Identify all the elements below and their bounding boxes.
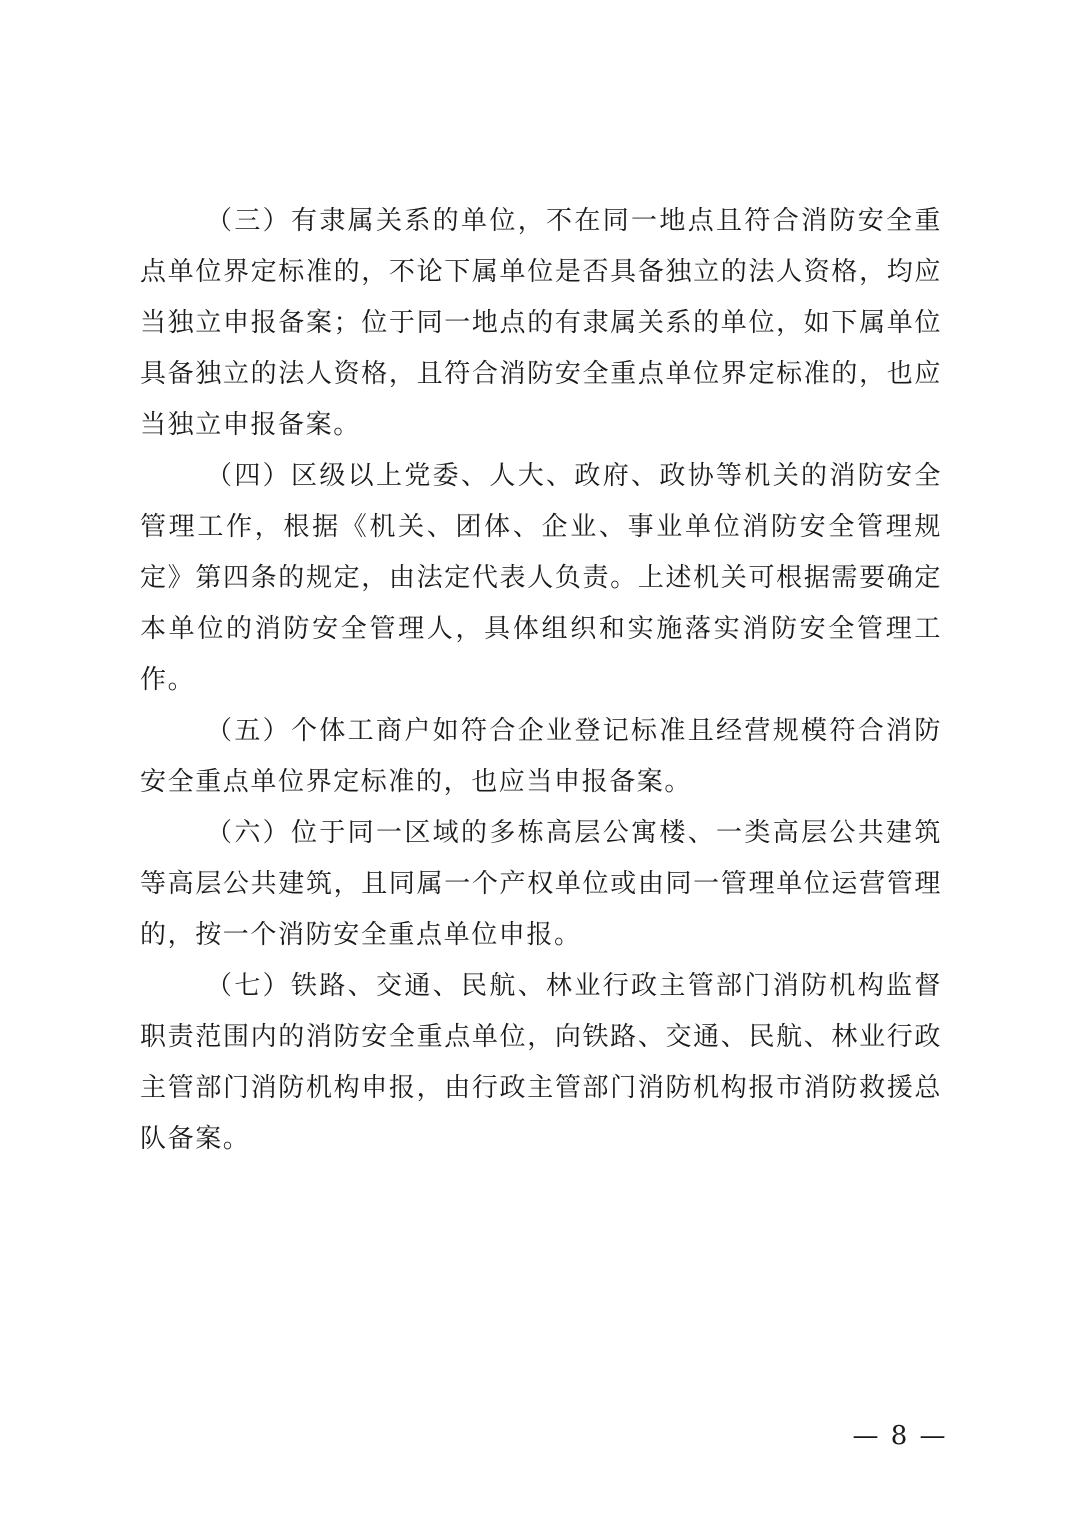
paragraph-item-4: （四）区级以上党委、人大、政府、政协等机关的消防安全管理工作，根据《机关、团体、企业、事业单位消防安全管理规定》第四条的规定，由法定代表人负责。上述机关可根据需要确定本单位的消防安全管理人，具体组织和实施落实消防安全管理工作。	[140, 461, 942, 695]
page-number: — 8 —	[852, 1421, 948, 1451]
paragraph-item-5: （五）个体工商户如符合企业登记标准且经营规模符合消防安全重点单位界定标准的，也应当申报备案。	[140, 716, 942, 797]
document-body	[140, 196, 942, 1165]
paragraph-item-3: （三）有隶属关系的单位，不在同一地点且符合消防安全重点单位界定标准的，不论下属单位是否具备独立的法人资格，均应当独立申报备案；位于同一地点的有隶属关系的单位，如下属单位具备独立的法人资格，且符合消防安全重点单位界定标准的，也应当独立申报备案。	[140, 206, 942, 440]
paragraph-item-6: （六）位于同一区域的多栋高层公寓楼、一类高层公共建筑等高层公共建筑，且同属一个产权单位或由同一管理单位运营管理的，按一个消防安全重点单位申报。	[140, 818, 942, 950]
paragraph-item-7: （七）铁路、交通、民航、林业行政主管部门消防机构监督职责范围内的消防安全重点单位，向铁路、交通、民航、林业行政主管部门消防机构申报，由行政主管部门消防机构报市消防救援总队备案。	[140, 971, 942, 1154]
